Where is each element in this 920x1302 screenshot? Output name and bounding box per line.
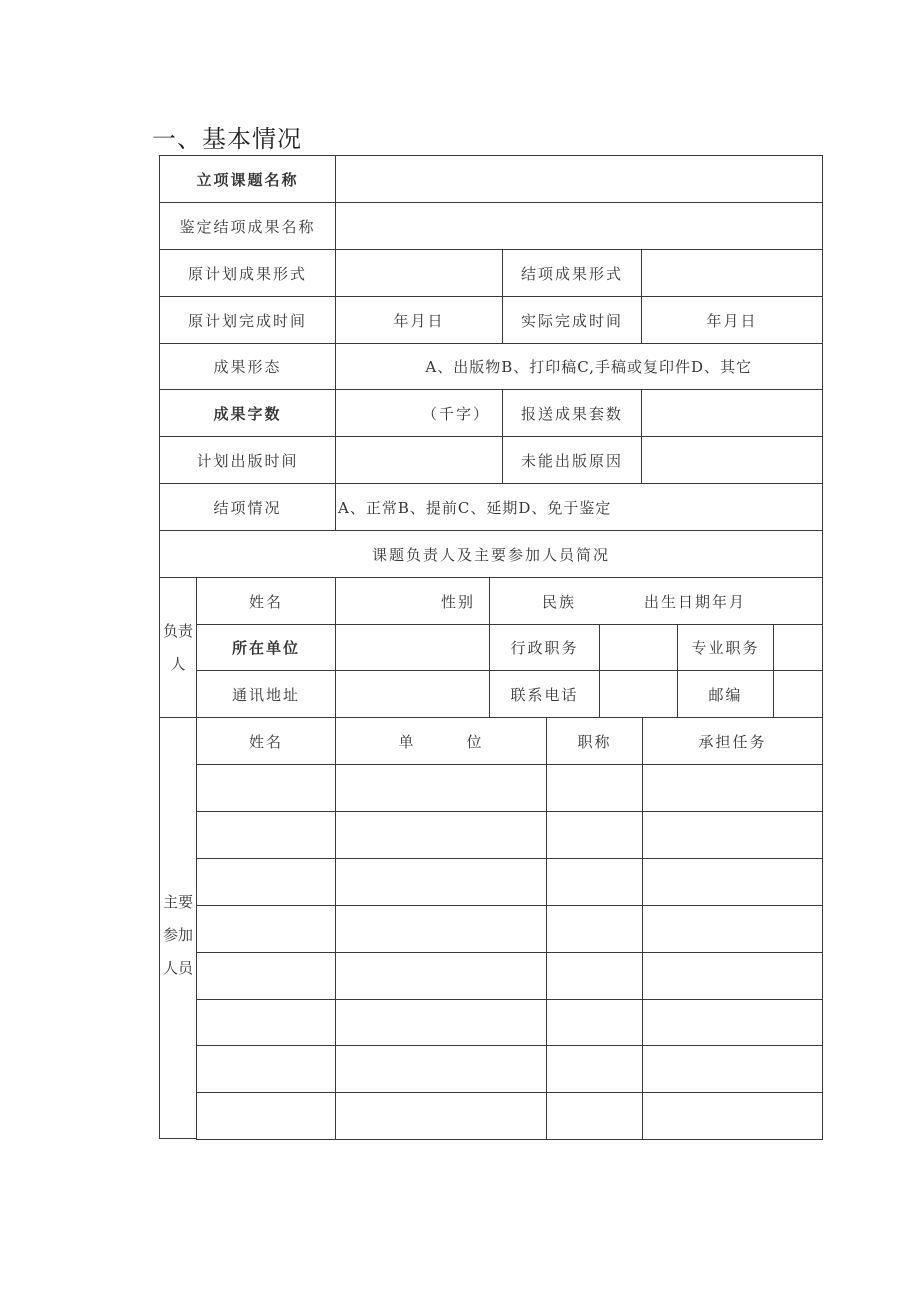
member-unit-cell[interactable] [335,811,547,859]
actual-time-field[interactable]: 年月日 [641,296,823,344]
planned-time-label: 原计划完成时间 [159,296,336,344]
members-col-title: 职称 [546,717,643,765]
member-task-cell[interactable] [642,764,823,812]
member-unit-cell[interactable] [335,999,547,1046]
member-name-cell[interactable] [196,1092,336,1140]
state-label: 成果形态 [159,343,336,390]
leader-ethnicity-label: 民族 [542,592,577,611]
planned-form-label: 原计划成果形式 [159,249,336,297]
members-col-unit: 单 位 [335,717,547,765]
member-task-cell[interactable] [642,999,823,1046]
completion-label: 结项情况 [159,483,336,531]
member-unit-cell[interactable] [335,952,547,1000]
publish-time-label: 计划出版时间 [159,436,336,484]
member-title-cell[interactable] [546,905,643,953]
member-task-cell[interactable] [642,952,823,1000]
project-name-field[interactable] [335,155,823,203]
result-name-label: 鉴定结项成果名称 [159,202,336,250]
leader-admin-post-label: 行政职务 [489,624,600,671]
members-label [159,717,197,1139]
leader-phone-field[interactable] [599,670,678,718]
member-task-cell[interactable] [642,905,823,953]
leader-label [159,577,197,718]
member-title-cell[interactable] [546,999,643,1046]
completion-options[interactable]: A、正常B、提前C、延期D、免于鉴定 [335,483,823,531]
copies-field[interactable] [641,389,823,437]
publish-time-field[interactable] [335,436,503,484]
personnel-section-header: 课题负责人及主要参加人员简况 [159,530,823,578]
leader-birth-label: 出生日期年月 [644,592,747,611]
copies-label: 报送成果套数 [502,389,642,437]
section-title: 一、基本情况 [152,125,302,153]
leader-prof-post-field[interactable] [773,624,823,671]
state-options[interactable]: A、出版物B、打印稿C,手稿或复印件D、其它 [335,343,823,390]
member-unit-cell[interactable] [335,858,547,906]
leader-name-label: 姓名 [196,577,336,625]
leader-postcode-label: 邮编 [677,670,774,718]
members-col-name: 姓名 [196,717,336,765]
member-title-cell[interactable] [546,764,643,812]
leader-gender-label: 性别 [335,577,490,625]
leader-info-row[interactable] [489,577,823,625]
project-name-label: 立项课题名称 [159,155,336,203]
leader-phone-label: 联系电话 [489,670,600,718]
unpublished-reason-field[interactable] [641,436,823,484]
leader-postcode-field[interactable] [773,670,823,718]
member-name-cell[interactable] [196,952,336,1000]
leader-label-line-2: 人 [170,654,186,673]
members-label-line-1: 主要 [162,892,193,911]
member-title-cell[interactable] [546,1045,643,1093]
member-name-cell[interactable] [196,811,336,859]
leader-unit-label: 所在单位 [196,624,336,671]
member-title-cell[interactable] [546,811,643,859]
member-unit-cell[interactable] [335,1092,547,1140]
member-name-cell[interactable] [196,764,336,812]
member-task-cell[interactable] [642,811,823,859]
leader-prof-post-label: 专业职务 [677,624,774,671]
members-label-line-2: 参加 [162,925,193,944]
member-name-cell[interactable] [196,905,336,953]
member-task-cell[interactable] [642,1092,823,1140]
member-title-cell[interactable] [546,952,643,1000]
final-form-field[interactable] [641,249,823,297]
member-task-cell[interactable] [642,1045,823,1093]
leader-address-field[interactable] [335,670,490,718]
planned-time-field[interactable]: 年月日 [335,296,503,344]
word-count-label: 成果字数 [159,389,336,437]
leader-admin-post-field[interactable] [599,624,678,671]
member-unit-cell[interactable] [335,905,547,953]
members-label-line-3: 人员 [162,958,193,977]
member-name-cell[interactable] [196,858,336,906]
leader-label-line-1: 负责 [162,621,193,640]
result-name-field[interactable] [335,202,823,250]
member-name-cell[interactable] [196,1045,336,1093]
member-title-cell[interactable] [546,858,643,906]
final-form-label: 结项成果形式 [502,249,642,297]
member-title-cell[interactable] [546,1092,643,1140]
leader-unit-field[interactable] [335,624,490,671]
member-name-cell[interactable] [196,999,336,1046]
leader-address-label: 通讯地址 [196,670,336,718]
actual-time-label: 实际完成时间 [502,296,642,344]
member-unit-cell[interactable] [335,1045,547,1093]
member-unit-cell[interactable] [335,764,547,812]
unpublished-reason-label: 未能出版原因 [502,436,642,484]
word-count-field[interactable]: （千字） [335,389,503,437]
members-col-task: 承担任务 [642,717,823,765]
member-task-cell[interactable] [642,858,823,906]
planned-form-field[interactable] [335,249,503,297]
